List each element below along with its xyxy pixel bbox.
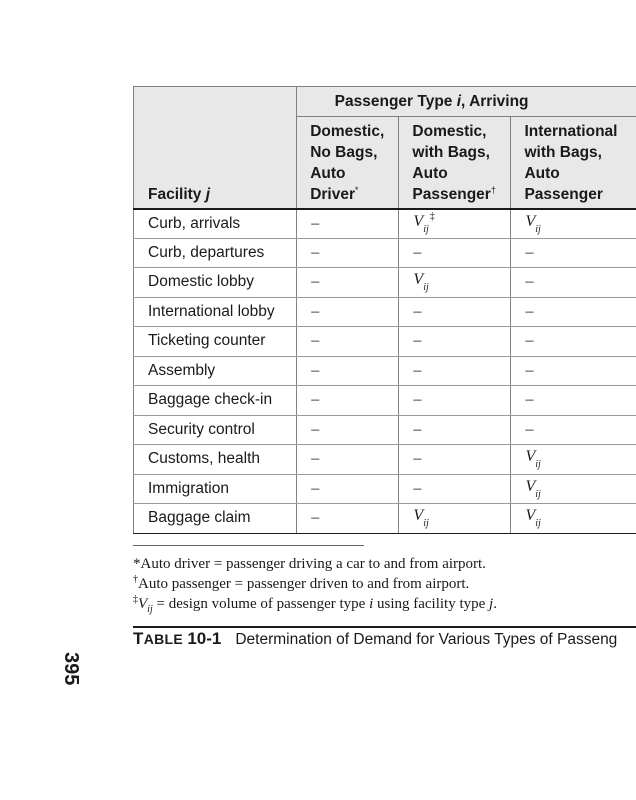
table-row [134,268,636,298]
facility-cell: Baggage check-in [134,386,297,416]
table-row [134,504,636,534]
value-cell: – [297,386,399,416]
column-header-international-with-bags: International with Bags, Auto Passenger [511,117,636,209]
table-row [134,415,636,445]
caption-text: Determination of Demand for Various Types of Passeng [235,631,618,648]
value-cell: – [511,238,636,268]
facility-cell: Baggage claim [134,504,297,534]
demand-table [133,86,636,534]
footnote-auto-passenger: †Auto passenger = passenger driven to and from airport. [133,574,470,592]
value-cell: – [511,386,636,416]
value-cell: $V_{ij}$ [511,209,636,239]
value-cell: – [511,356,636,386]
table-caption [133,628,617,651]
value-cell: – [399,238,511,268]
value-cell: – [399,327,511,357]
table-row [134,386,636,416]
value-cell: – [297,356,399,386]
page-number: 395 [60,652,82,686]
value-cell: – [511,327,636,357]
facility-cell: Immigration [134,474,297,504]
footnotes [133,554,497,614]
value-cell: $V_{ij}$ [399,504,511,534]
value-cell: – [297,297,399,327]
table-row [134,356,636,386]
table-body [134,209,636,534]
value-cell: – [297,268,399,298]
table-row [134,238,636,268]
footnote-auto-driver: *Auto driver = passenger driving a car to and from airport. [133,556,486,572]
value-cell: – [297,474,399,504]
table-row [134,209,636,239]
facility-column-header: Facility j [134,87,297,209]
facility-cell: Security control [134,415,297,445]
value-cell: – [297,327,399,357]
facility-cell: International lobby [134,297,297,327]
table-row [134,445,636,475]
passenger-type-group-header: Passenger Type i, Arriving [297,87,636,117]
value-cell: $V_{ij}$ [511,474,636,504]
column-header-domestic-no-bags: Domestic, No Bags, Auto Driver* [297,117,399,209]
value-cell: – [297,445,399,475]
value-cell: – [399,445,511,475]
value-cell: – [511,268,636,298]
facility-cell: Curb, arrivals [134,209,297,239]
footnote-design-volume: $^\ddagger V_{ij}$ = design volume of passenger type i using facility type j. [133,594,497,615]
value-cell: $V_{ij}$ [399,268,511,298]
footnote-rule [133,545,364,546]
column-header-domestic-with-bags: Domestic, with Bags, Auto Passenger† [399,117,511,209]
value-cell: – [297,504,399,534]
facility-cell: Curb, departures [134,238,297,268]
facility-cell: Ticketing counter [134,327,297,357]
value-cell: – [399,356,511,386]
facility-cell: Assembly [134,356,297,386]
table-row [134,327,636,357]
value-cell: $V_{ij}^\ddagger$ [399,209,511,239]
table-row [134,297,636,327]
value-cell: – [399,297,511,327]
value-cell: $V_{ij}$ [511,504,636,534]
caption-number: 10-1 [187,629,222,648]
value-cell: – [399,386,511,416]
caption-label: TABLE [133,629,183,648]
table-row [134,474,636,504]
value-cell: – [511,415,636,445]
facility-cell: Customs, health [134,445,297,475]
value-cell: – [399,415,511,445]
value-cell: – [511,297,636,327]
value-cell: – [399,474,511,504]
value-cell: – [297,209,399,239]
value-cell: – [297,238,399,268]
facility-cell: Domestic lobby [134,268,297,298]
value-cell: $V_{ij}$ [511,445,636,475]
value-cell: – [297,415,399,445]
